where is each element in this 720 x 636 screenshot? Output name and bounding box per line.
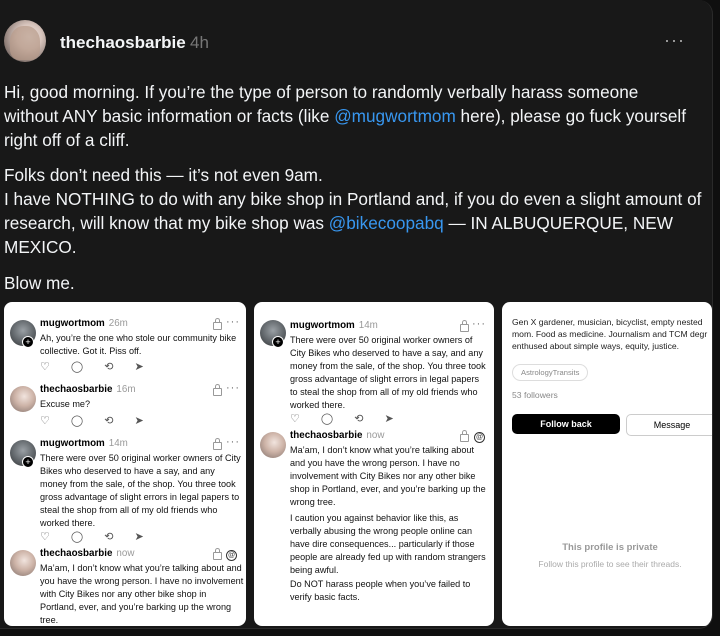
follow-back-button[interactable]: Follow back (512, 414, 620, 434)
more-icon: ··· (226, 436, 240, 448)
mention-bikecoopabq[interactable]: @bikecoopabq (328, 213, 444, 233)
mention-mugwortmom[interactable]: @mugwortmom (334, 106, 456, 126)
more-options-icon[interactable]: ··· (664, 30, 685, 50)
reply-text: Excuse me? (40, 399, 91, 409)
screenshot-card-1[interactable] (4, 302, 246, 626)
reply-text: There were over 50 original worker owners of City Bikes who deserved to have a say, and any money from the sale, of the shop. You three took gross advantage of slight errors in legal papers to steal the shop from all of my old friends who worked there. (290, 335, 486, 410)
screenshot-card-3[interactable] (502, 302, 712, 626)
more-icon: ··· (226, 316, 240, 328)
reply-actions-icon: ♡ ◯ ⟲ ➤ (290, 413, 403, 425)
follow-plus-icon: + (22, 336, 34, 348)
lock-icon (213, 388, 222, 396)
reply-avatar (260, 432, 286, 458)
reply-avatar (10, 550, 36, 576)
reply-text: Ma’am, I don’t know what you’re talking about and you have the wrong person. I have no involvement with City Bikes nor any other bike shop in Portland, ever, and you’re barking up the wrong tree. (40, 563, 244, 625)
screenshot-card-2[interactable] (254, 302, 494, 626)
reply-username: thechaosbarbie now (290, 430, 385, 441)
reply-text: Do NOT harass people when you’ve failed to verify basic facts. (290, 579, 471, 602)
reply-text: Ma’am, I don’t know what you’re talking about and you have the wrong person. I have no involvement with City Bikes nor any other bike shop in Portland, ever, and you’re barking up the wrong tree. (290, 445, 486, 507)
reply-text: Ah, you’re the one who stole our community bike collective. Got it. Piss off. (40, 333, 237, 356)
reply-username: thechaosbarbie now (40, 548, 135, 559)
follower-count[interactable]: 53 followers (512, 390, 558, 400)
author-username[interactable]: thechaosbarbie (60, 33, 186, 52)
message-button[interactable]: Message (626, 414, 712, 436)
reply-username: mugwortmom 14m (40, 438, 128, 449)
reply-actions-icon: ♡ ◯ ⟲ ➤ (40, 531, 153, 543)
more-icon: ··· (472, 318, 486, 330)
private-profile-title: This profile is private (562, 542, 658, 553)
reply-username: thechaosbarbie 16m (40, 384, 136, 395)
lock-icon (460, 324, 469, 332)
post-time: 4h (190, 33, 209, 52)
reply-username: mugwortmom 26m (40, 318, 128, 329)
private-profile-subtitle: Follow this profile to see their threads. (538, 559, 682, 569)
follow-plus-icon: + (22, 456, 34, 468)
profile-tag[interactable]: AstrologyTransits (512, 364, 588, 381)
lock-icon (213, 322, 222, 330)
author-avatar[interactable] (4, 20, 46, 62)
reply-username: mugwortmom 14m (290, 320, 378, 331)
lock-icon (213, 442, 222, 450)
lock-icon (213, 552, 222, 560)
post-paragraph-3: Blow me. (4, 273, 75, 293)
post-paragraph-1: Hi, good morning. If you’re the type of person to randomly verbally harass someone without ANY basic information or facts (like @mugwortmom here), please go fuck yourself right off of a cliff. (4, 82, 687, 150)
profile-bio: Gen X gardener, musician, bicyclist, empty nested mom. Food as medicine. Journalism and TCM degr enthused about simple ways, equity, justice. (512, 317, 708, 351)
reply-text: I caution you against behavior like this, as verbally abusing the wrong people online can have dire consequences... particularly if those people are already fed up with random strangers being awful. (290, 513, 486, 575)
reply-actions-icon: ♡ ◯ ⟲ ➤ (40, 361, 153, 373)
reply-avatar (10, 386, 36, 412)
threads-icon: @ (227, 552, 236, 559)
follow-plus-icon: + (272, 336, 284, 348)
lock-icon (460, 434, 469, 442)
reply-actions-icon: ♡ ◯ ⟲ ➤ (40, 415, 153, 427)
post-paragraph-2: Folks don’t need this — it’s not even 9am. I have NOTHING to do with any bike shop in Portland and, if you do even a slight amount of research, will know that my bike shop was @bikecoopabq — IN ALBUQUERQUE, NEW MEXICO. (4, 165, 702, 257)
more-icon: ··· (226, 382, 240, 394)
threads-icon: @ (475, 434, 484, 441)
reply-text: There were over 50 original worker owners of City Bikes who deserved to have a say, and any money from the sale, of the shop. You three took gross advantage of slight errors in legal papers to steal the shop from all of my old friends who worked there. (40, 453, 241, 528)
